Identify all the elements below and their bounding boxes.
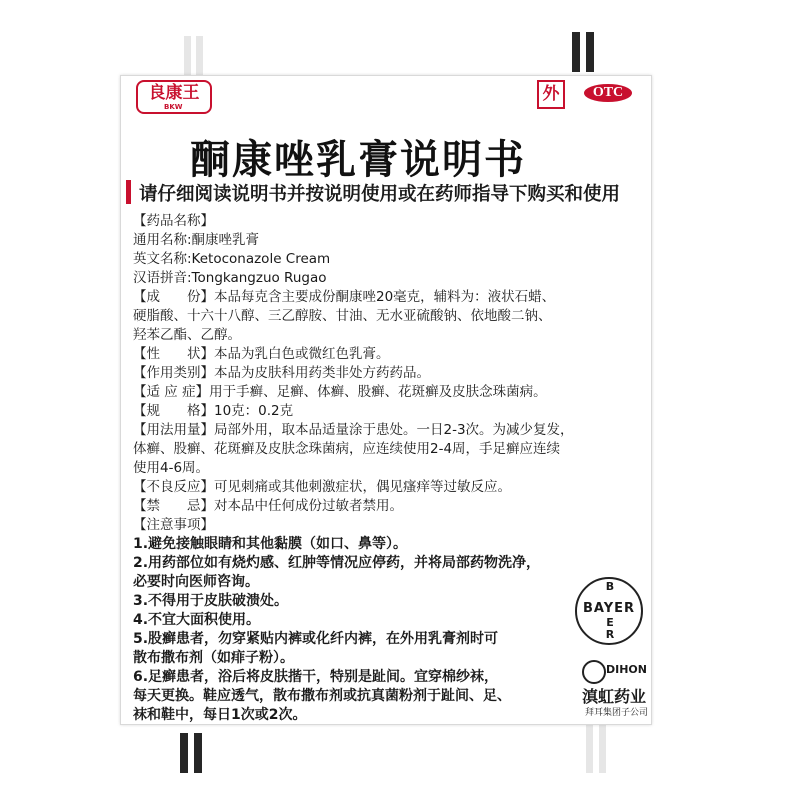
text-line: 羟苯乙酯、乙醇。 bbox=[133, 327, 241, 343]
text-line: 【成 份】本品每克含主要成份酮康唑20毫克，辅料为：液状石蜡、 bbox=[133, 289, 556, 305]
bayer-letter: R bbox=[605, 628, 615, 641]
text-line: 散布撒布剂（如痱子粉）。 bbox=[133, 650, 294, 666]
text-line: 【适 应 症】用于手癣、足癣、体癣、股癣、花斑癣及皮肤念珠菌病。 bbox=[133, 384, 547, 400]
text-line: 【性 状】本品为乳白色或微红色乳膏。 bbox=[133, 346, 390, 362]
ghost-bar bbox=[599, 725, 606, 773]
text-line: 通用名称:酮康唑乳膏 bbox=[133, 232, 260, 248]
leaflet-body bbox=[133, 212, 573, 725]
text-line: 【药品名称】 bbox=[133, 213, 214, 229]
otc-badge: OTC bbox=[584, 84, 632, 102]
bayer-cross-logo bbox=[575, 577, 643, 645]
text-line: 【注意事项】 bbox=[133, 517, 214, 533]
text-line: 【用法用量】局部外用，取本品适量涂于患处。一日2-3次。为减少复发， bbox=[133, 422, 574, 438]
registration-bar bbox=[586, 32, 594, 72]
dihon-logo-icon bbox=[582, 660, 606, 684]
text-line: 硬脂酸、十六十八醇、三乙醇胺、甘油、无水亚硫酸钠、依地酸二钠、 bbox=[133, 308, 552, 324]
manufacturer-subtitle: 拜耳集团子公司 bbox=[585, 708, 649, 718]
bayer-letter: B bbox=[605, 580, 615, 593]
dihon-brand: DIHON bbox=[606, 663, 647, 676]
document-subtitle: 请仔细阅读说明书并按说明使用或在药师指导下购买和使用 bbox=[139, 184, 621, 205]
text-line: 袜和鞋中，每日1次或2次。 bbox=[133, 707, 307, 723]
bayer-letter: E bbox=[606, 616, 614, 629]
text-line: 【不良反应】可见刺痛或其他刺激症状，偶见瘙痒等过敏反应。 bbox=[133, 479, 511, 495]
manufacturer-name: 滇虹药业 bbox=[582, 687, 647, 706]
registration-bar bbox=[572, 32, 580, 72]
text-line: 2.用药部位如有烧灼感、红肿等情况应停药，并将局部药物洗净， bbox=[133, 555, 541, 571]
brand-logo-sub: BKW bbox=[164, 103, 183, 111]
text-line: 1.避免接触眼睛和其他黏膜（如口、鼻等）。 bbox=[133, 536, 408, 552]
text-line: 使用4-6周。 bbox=[133, 460, 210, 476]
text-line: 3.不得用于皮肤破溃处。 bbox=[133, 593, 289, 609]
ghost-bar bbox=[586, 725, 593, 773]
text-line: 6.足癣患者，浴后将皮肤揩干，特别是趾间。宜穿棉纱袜， bbox=[133, 669, 499, 685]
text-line: 英文名称:Ketoconazole Cream bbox=[133, 251, 331, 267]
bayer-horizontal-text: BAYER bbox=[582, 601, 636, 616]
bayer-vertical-text bbox=[604, 581, 616, 641]
external-use-mark: 外 bbox=[537, 80, 565, 109]
text-line: 4.不宜大面积使用。 bbox=[133, 612, 261, 628]
text-line: 体癣、股癣、花斑癣及皮肤念珠菌病，应连续使用2-4周，手足癣应连续 bbox=[133, 441, 561, 457]
text-line: 【作用类别】本品为皮肤科用药类非处方药药品。 bbox=[133, 365, 430, 381]
text-line: 必要时向医师咨询。 bbox=[133, 574, 259, 590]
registration-bar bbox=[194, 733, 202, 773]
accent-bar bbox=[126, 180, 131, 204]
brand-logo: 良康王 bbox=[136, 80, 212, 114]
text-line: 每天更换。鞋应透气，散布撒布剂或抗真菌粉剂于趾间、足、 bbox=[133, 688, 511, 704]
document-title: 酮康唑乳膏说明书 bbox=[190, 137, 526, 183]
text-line: 【禁 忌】对本品中任何成份过敏者禁用。 bbox=[133, 498, 403, 514]
text-line: 【规 格】10克：0.2克 bbox=[133, 403, 294, 419]
text-line: 汉语拼音:Tongkangzuo Rugao bbox=[133, 270, 327, 286]
text-line: 5.股癣患者，勿穿紧贴内裤或化纤内裤，在外用乳膏剂时可 bbox=[133, 631, 499, 647]
registration-bar bbox=[180, 733, 188, 773]
